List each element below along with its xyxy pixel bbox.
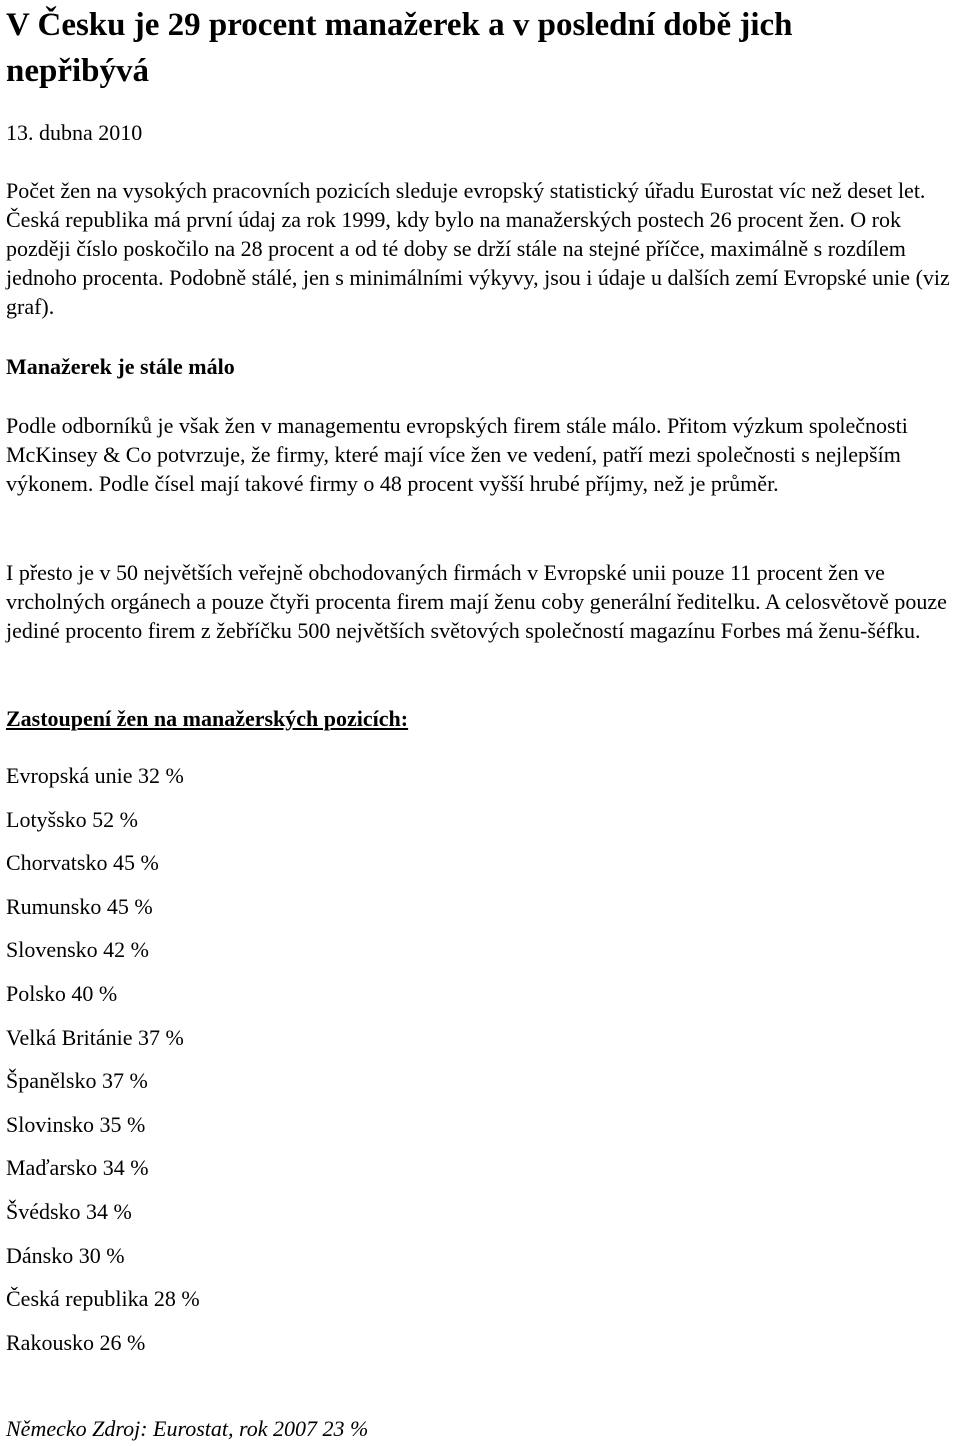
intro-paragraph: Počet žen na vysokých pracovních pozicích sleduje evropský statistický úřadu Eurostat víc než deset let. Česká republika má první údaj za rok 1999, kdy bylo na manažerských postech 26 procent žen. O rok později číslo poskočilo na 28 procent a od té doby se drží stále na stejné příčce, maximálně s rozdílem jednoho procenta. Podobně stálé, jen s minimálními výkyvy, jsou i údaje u dalších zemí Evropské unie (viz graf).: [6, 178, 950, 319]
paragraph-2: Podle odborníků je však žen v managementu evropských firem stále málo. Přitom výzkum společnosti McKinsey & Co potvrzuje, že firmy, které mají více žen ve vedení, patří mezi společnosti s nejlepším výkonem. Podle čísel mají takové firmy o 48 procent vyšší hrubé příjmy, než je průměr.: [6, 413, 908, 496]
list-item: Evropská unie 32 %: [6, 763, 184, 788]
list-item: Dánsko 30 %: [6, 1242, 125, 1268]
list-item: Rakousko 26 %: [6, 1329, 146, 1355]
list-item: Velká Británie 37 %: [6, 1024, 184, 1050]
article-title: V Česku je 29 procent manažerek a v poslední době jich nepřibývá: [6, 7, 793, 89]
list-item: Česká republika 28 %: [6, 1286, 200, 1312]
list-item: Maďarsko 34 %: [6, 1155, 149, 1181]
list-item: Chorvatsko 45 %: [6, 850, 159, 876]
list-item: Švédsko 34 %: [6, 1198, 132, 1224]
list-item: Španělsko 37 %: [6, 1068, 148, 1094]
paragraph-3: I přesto je v 50 největších veřejně obchodovaných firmách v Evropské unii pouze 11 procent žen ve vrcholných orgánech a pouze čtyři procenta firem mají ženu coby generální ředitelku. A celosvětově pouze jediné procento firem z žebříčku 500 největších světových společností magazínu Forbes má ženu-šéfku.: [6, 560, 947, 643]
stats-list: [6, 760, 200, 1370]
list-item: Lotyšsko 52 %: [6, 806, 138, 832]
article-date: 13. dubna 2010: [6, 120, 143, 145]
list-item: Slovinsko 35 %: [6, 1111, 146, 1137]
list-item: Polsko 40 %: [6, 980, 118, 1006]
subheading: Manažerek je stále málo: [6, 354, 235, 379]
list-item: Slovensko 42 %: [6, 937, 149, 963]
list-item: Rumunsko 45 %: [6, 893, 153, 919]
stats-heading: Zastoupení žen na manažerských pozicích:: [6, 706, 409, 731]
source-line: Německo Zdroj: Eurostat, rok 2007 23 %: [6, 1416, 369, 1441]
